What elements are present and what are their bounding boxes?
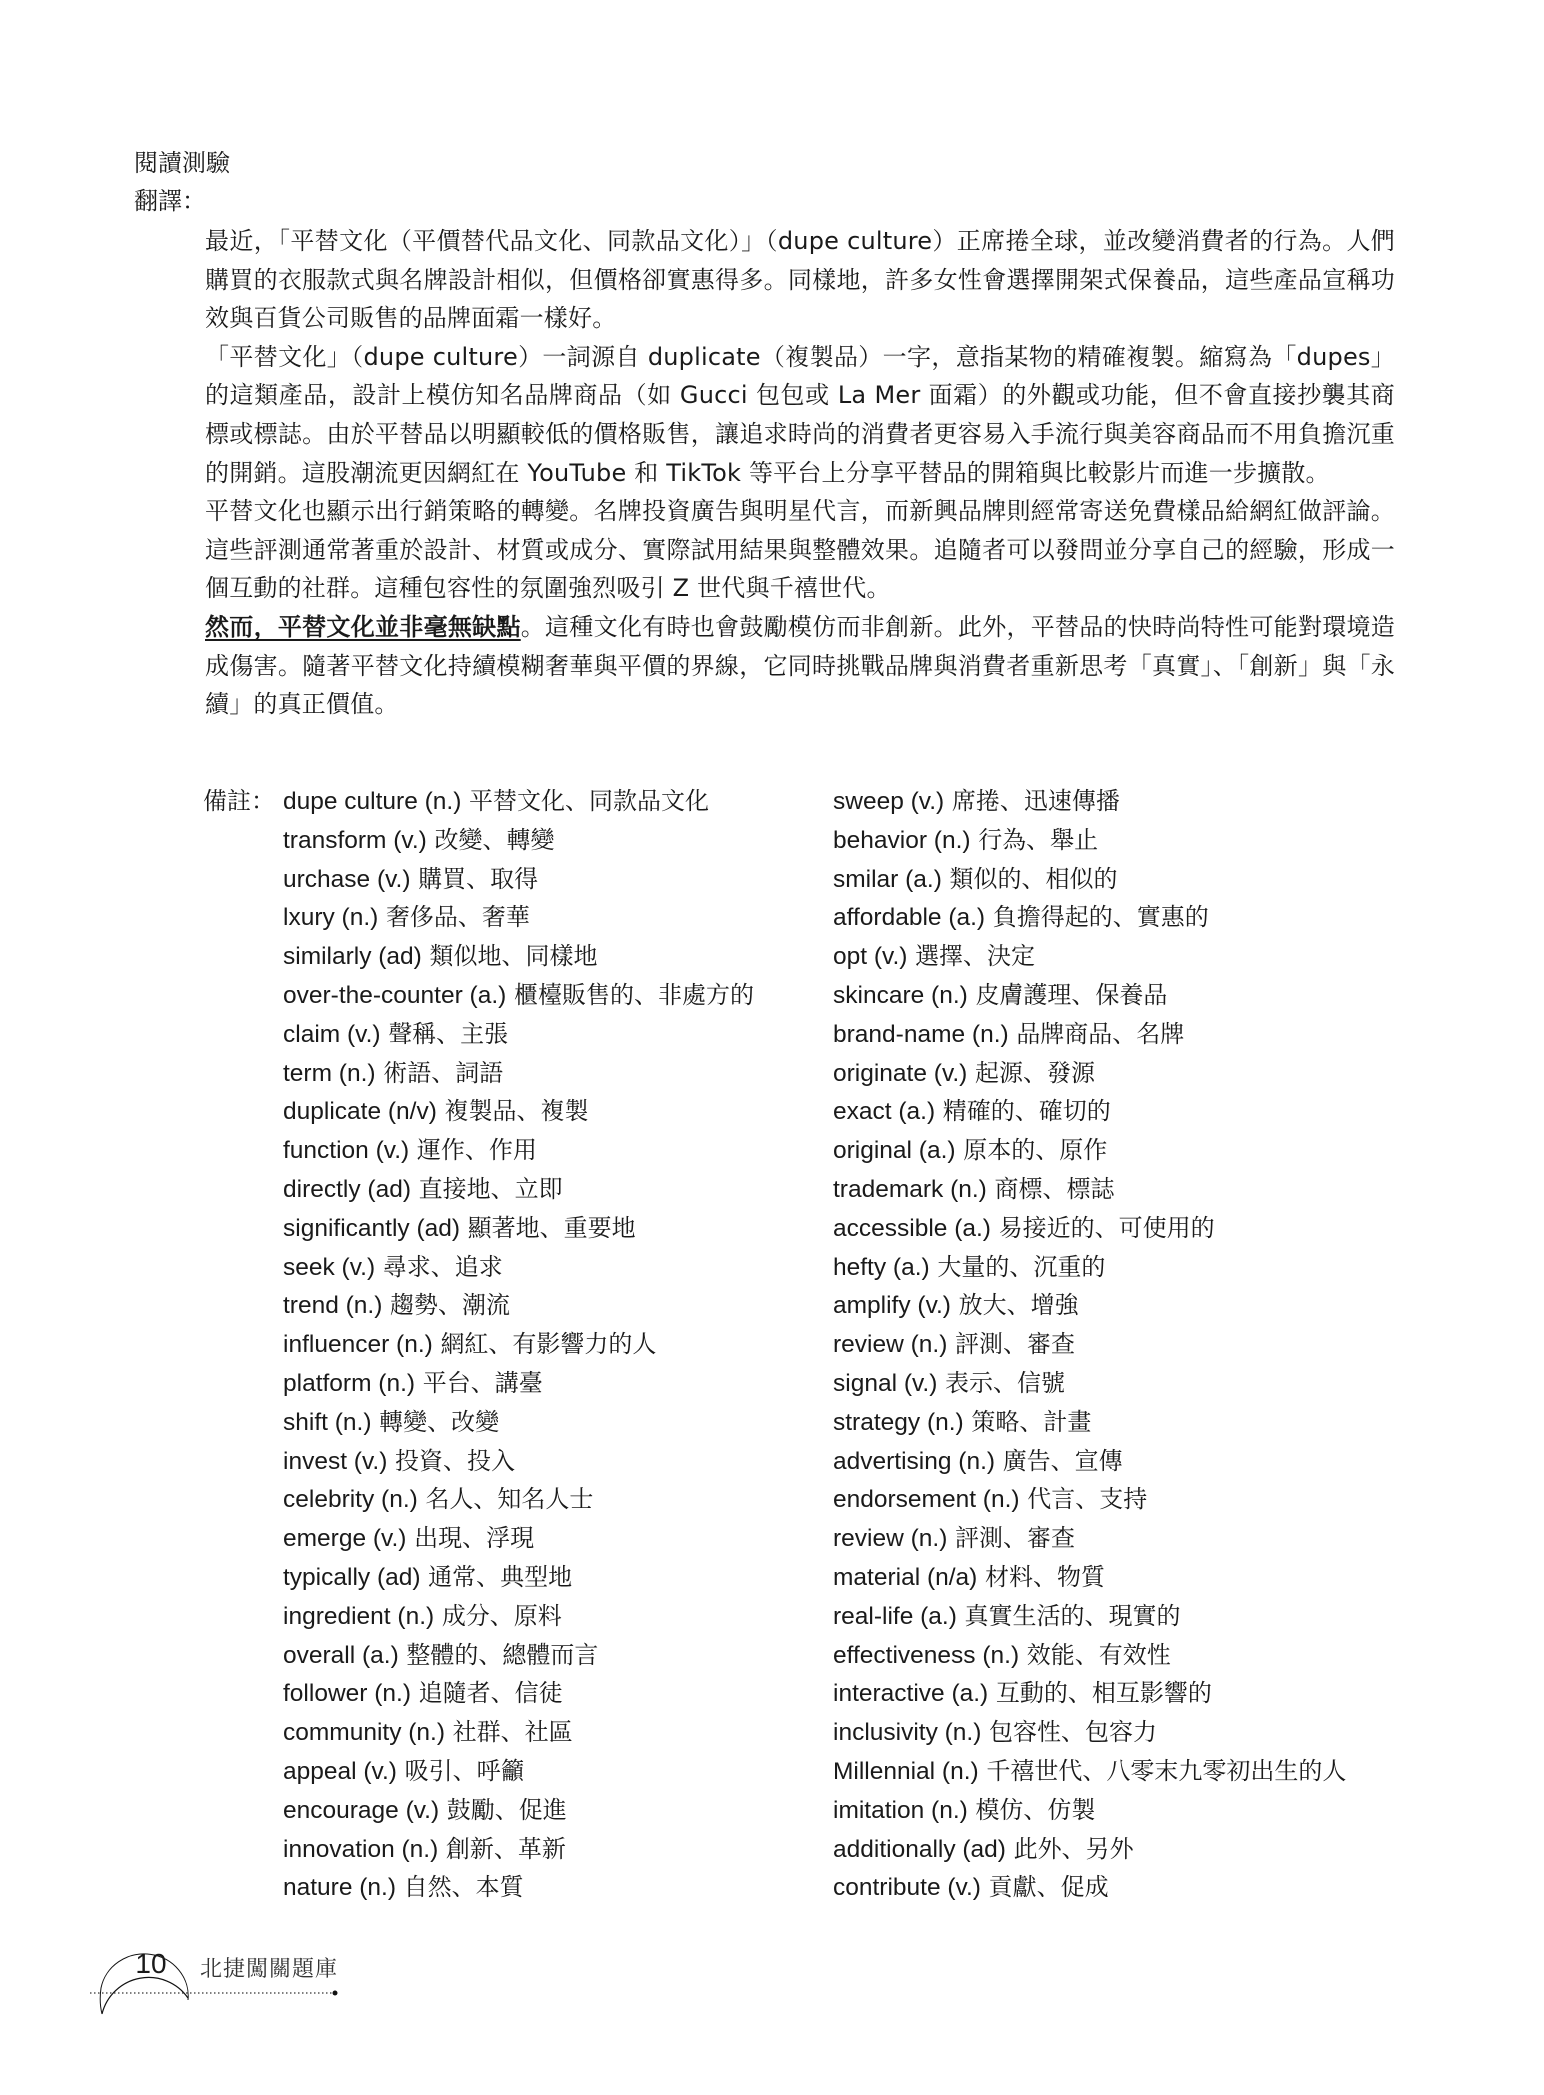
section-title: 閱讀測驗: [134, 149, 230, 177]
vocabulary-item: [283, 1364, 823, 1403]
vocabulary-word: invest (v.): [283, 1447, 388, 1475]
vocabulary-item: [833, 1248, 1403, 1287]
vocabulary-word: trademark (n.): [833, 1175, 987, 1203]
vocabulary-word: affordable (a.): [833, 904, 986, 932]
vocabulary-word: encourage (v.): [283, 1796, 440, 1824]
vocabulary-meaning: 負擔得起的、實惠的: [992, 903, 1209, 932]
vocabulary-meaning: 放大、增強: [958, 1291, 1079, 1320]
vocabulary-meaning: 易接近的、可使用的: [998, 1213, 1215, 1242]
vocabulary-meaning: 模仿、仿製: [975, 1795, 1096, 1824]
vocabulary-item: [833, 1170, 1403, 1209]
vocabulary-meaning: 效能、有效性: [1026, 1640, 1171, 1669]
vocabulary-item: [833, 1364, 1403, 1403]
vocabulary-meaning: 購買、取得: [418, 864, 539, 893]
vocabulary-meaning: 皮膚護理、保養品: [975, 980, 1168, 1009]
vocabulary-meaning: 直接地、立即: [418, 1174, 563, 1203]
vocabulary-item: [833, 937, 1403, 976]
vocabulary-meaning: 轉變、改變: [379, 1407, 500, 1436]
vocabulary-item: [283, 1092, 823, 1131]
vocabulary-word: ingredient (n.): [283, 1602, 435, 1630]
vocabulary-meaning: 運作、作用: [416, 1136, 537, 1165]
vocabulary-word: originate (v.): [833, 1059, 968, 1087]
vocabulary-item: [833, 1830, 1403, 1869]
emphasized-sentence: 然而，平替文化並非毫無缺點: [205, 612, 521, 641]
vocabulary-meaning: 策略、計畫: [971, 1407, 1092, 1436]
vocabulary-meaning: 千禧世代、八零末九零初出生的人: [986, 1756, 1347, 1785]
arc-decoration: [102, 1977, 188, 2014]
vocabulary-item: [283, 898, 823, 937]
vocabulary-item: [283, 1830, 823, 1869]
vocabulary-meaning: 櫃檯販售的、非處方的: [513, 980, 754, 1009]
vocabulary-item: [833, 1752, 1403, 1791]
vocabulary-meaning: 顯著地、重要地: [467, 1213, 636, 1242]
vocabulary-word: transform (v.): [283, 826, 427, 854]
vocabulary-word: interactive (a.): [833, 1680, 989, 1708]
notes-label: 備註：: [203, 787, 275, 815]
vocabulary-word: additionally (ad): [833, 1835, 1006, 1863]
vocabulary-meaning: 廣告、宣傳: [1002, 1446, 1123, 1475]
vocabulary-word: claim (v.): [283, 1020, 381, 1048]
vocabulary-item: [833, 782, 1403, 821]
vocabulary-word: accessible (a.): [833, 1214, 991, 1242]
vocabulary-meaning: 自然、本質: [403, 1873, 524, 1902]
vocabulary-word: community (n.): [283, 1719, 446, 1747]
vocabulary-meaning: 聲稱、主張: [388, 1019, 509, 1048]
vocabulary-item: [283, 782, 823, 821]
vocabulary-item: [833, 1015, 1403, 1054]
vocabulary-item: [283, 1597, 823, 1636]
vocabulary-word: emerge (v.): [283, 1525, 407, 1553]
vocabulary-item: [833, 1791, 1403, 1830]
vocabulary-meaning: 代言、支持: [1027, 1485, 1148, 1514]
vocabulary-meaning: 起源、發源: [974, 1058, 1095, 1087]
vocabulary-item: [283, 1248, 823, 1287]
vocabulary-meaning: 網紅、有影響力的人: [440, 1330, 657, 1359]
vocabulary-item: [833, 976, 1403, 1015]
vocabulary-meaning: 真實生活的、現實的: [964, 1601, 1181, 1630]
vocabulary-word: skincare (n.): [833, 981, 968, 1009]
vocabulary-meaning: 原本的、原作: [963, 1136, 1108, 1165]
vocabulary-item: [833, 1209, 1403, 1248]
vocabulary-word: real-life (a.): [833, 1602, 957, 1630]
vocabulary-meaning: 包容性、包容力: [989, 1718, 1158, 1747]
vocabulary-word: strategy (n.): [833, 1408, 964, 1436]
vocabulary-word: opt (v.): [833, 943, 908, 971]
vocabulary-meaning: 改變、轉變: [434, 825, 555, 854]
vocabulary-word: shift (n.): [283, 1408, 372, 1436]
vocabulary-item: [833, 1674, 1403, 1713]
vocabulary-item: [283, 1558, 823, 1597]
vocabulary-item: [283, 937, 823, 976]
vocabulary-item: [833, 1713, 1403, 1752]
vocabulary-word: brand-name (n.): [833, 1020, 1009, 1048]
vocabulary-item: [833, 1325, 1403, 1364]
vocabulary-meaning: 類似地、同樣地: [429, 942, 598, 971]
vocabulary-item: [283, 1752, 823, 1791]
vocabulary-column-right: [833, 782, 1403, 1907]
vocabulary-word: smilar (a.): [833, 865, 942, 893]
vocabulary-word: review (n.): [833, 1331, 948, 1359]
vocabulary-meaning: 互動的、相互影響的: [995, 1679, 1212, 1708]
vocabulary-meaning: 整體的、總體而言: [406, 1640, 599, 1669]
vocabulary-word: influencer (n.): [283, 1331, 433, 1359]
vocabulary-meaning: 通常、典型地: [428, 1562, 573, 1591]
vocabulary-meaning: 品牌商品、名牌: [1016, 1019, 1185, 1048]
vocabulary-item: [833, 1519, 1403, 1558]
paragraph-1: 最近，「平替文化（平價替代品文化、同款品文化）」（dupe culture）正席捲全球，並改變消費者的行為。人們購買的衣服款式與名牌設計相似，但價格卻實惠得多。同樣地，許多女性會選擇開架式保養品，這些產品宣稱功效與百貨公司販售的品牌面霜一樣好。: [205, 227, 1395, 333]
vocabulary-item: [283, 1480, 823, 1519]
page-number: 10: [135, 1948, 167, 1979]
vocabulary-meaning: 類似的、相似的: [949, 864, 1118, 893]
vocabulary-item: [283, 1442, 823, 1481]
paragraph-4-rest: 。這種文化有時也會鼓勵模仿而非創新。此外，平替品的快時尚特性可能對環境造成傷害。隨著平替文化持續模糊奢華與平價的界線，它同時挑戰品牌與消費者重新思考「真實」、「創新」與「永續」的真正價值。: [205, 612, 1395, 719]
vocabulary-item: [283, 1403, 823, 1442]
vocabulary-word: inclusivity (n.): [833, 1719, 982, 1747]
vocabulary-meaning: 材料、物質: [984, 1562, 1105, 1591]
vocabulary-meaning: 成分、原料: [441, 1601, 562, 1630]
paragraph-3: 平替文化也顯示出行銷策略的轉變。名牌投資廣告與明星代言，而新興品牌則經常寄送免費樣品給網紅做評論。這些評測通常著重於設計、材質或成分、實際試用結果與整體效果。追隨者可以發問並分享自己的經驗，形成一個互動的社群。這種包容性的氛圍強烈吸引 Z 世代與千禧世代。: [205, 497, 1395, 603]
vocabulary-meaning: 評測、審查: [955, 1524, 1075, 1553]
vocabulary-meaning: 貢獻、促成: [988, 1873, 1109, 1902]
vocabulary-word: trend (n.): [283, 1292, 383, 1320]
vocabulary-meaning: 大量的、沉重的: [937, 1252, 1106, 1281]
vocabulary-meaning: 平替文化、同款品文化: [469, 787, 710, 815]
vocabulary-meaning: 精確的、確切的: [942, 1097, 1111, 1126]
vocabulary-meaning: 出現、浮現: [414, 1524, 535, 1553]
vocabulary-item: [833, 821, 1403, 860]
vocabulary-word: lxury (n.): [283, 904, 379, 932]
translation-label: 翻譯：: [134, 187, 206, 215]
vocabulary-meaning: 名人、知名人士: [425, 1485, 594, 1514]
vocabulary-item: [833, 1286, 1403, 1325]
vocabulary-word: appeal (v.): [283, 1757, 397, 1785]
vocabulary-column-left: [283, 782, 823, 1907]
vocabulary-item: [283, 976, 823, 1015]
vocabulary-meaning: 創新、革新: [445, 1834, 566, 1863]
paragraph-4: [205, 608, 1395, 724]
vocabulary-word: hefty (a.): [833, 1253, 930, 1281]
vocabulary-meaning: 席捲、迅速傳播: [951, 787, 1120, 815]
vocabulary-word: duplicate (n/v): [283, 1098, 437, 1126]
vocabulary-word: celebrity (n.): [283, 1486, 418, 1514]
vocabulary-word: over-the-counter (a.): [283, 981, 507, 1009]
vocabulary-item: [283, 1519, 823, 1558]
vocabulary-item: [833, 1131, 1403, 1170]
vocabulary-item: [283, 1713, 823, 1752]
rule-end-dot: [333, 1991, 338, 1996]
vocabulary-word: endorsement (n.): [833, 1486, 1020, 1514]
vocabulary-item: [283, 1868, 823, 1907]
vocabulary-item: [833, 898, 1403, 937]
vocabulary-word: similarly (ad): [283, 943, 422, 971]
vocabulary-word: nature (n.): [283, 1874, 397, 1902]
vocabulary-item: [283, 821, 823, 860]
vocabulary-item: [283, 1170, 823, 1209]
vocabulary-word: material (n/a): [833, 1563, 978, 1591]
vocabulary-item: [833, 1092, 1403, 1131]
vocabulary-word: contribute (v.): [833, 1874, 981, 1902]
vocabulary-item: [283, 1286, 823, 1325]
translation-passage: [205, 222, 1395, 724]
vocabulary-word: significantly (ad): [283, 1214, 461, 1242]
vocabulary-word: dupe culture (n.): [283, 788, 462, 815]
vocabulary-word: imitation (n.): [833, 1796, 968, 1824]
vocabulary-item: [283, 1636, 823, 1675]
vocabulary-item: [283, 860, 823, 899]
paragraph-2: 「平替文化」（dupe culture）一詞源自 duplicate（複製品）一字，意指某物的精確複製。縮寫為「dupes」的這類產品，設計上模仿知名品牌商品（如 Gucci 包包或 La Mer 面霜）的外觀或功能，但不會直接抄襲其商標或標誌。由於平替品以明顯較低的價格販售，讓追求時尚的消費者更容易入手流行與美容商品而不用負擔沉重的開銷。這股潮流更因網紅在 YouTube 和 TikTok 等平台上分享平替品的開箱與比較影片而進一步擴散。: [205, 342, 1395, 487]
vocabulary-meaning: 評測、審查: [955, 1330, 1075, 1359]
vocabulary-meaning: 此外、另外: [1013, 1834, 1134, 1863]
vocabulary-item: [833, 1480, 1403, 1519]
vocabulary-word: term (n.): [283, 1059, 376, 1087]
vocabulary-word: follower (n.): [283, 1680, 411, 1708]
page-footer: [80, 1940, 400, 2040]
vocabulary-word: amplify (v.): [833, 1292, 951, 1320]
vocabulary-item: [283, 1054, 823, 1093]
vocabulary-word: directly (ad): [283, 1175, 411, 1203]
vocabulary-word: innovation (n.): [283, 1835, 439, 1863]
vocabulary-item: [283, 1209, 823, 1248]
vocabulary-meaning: 奢侈品、奢華: [385, 903, 530, 932]
vocabulary-item: [833, 1868, 1403, 1907]
vocabulary-item: [283, 1015, 823, 1054]
vocabulary-word: sweep (v.): [833, 788, 945, 815]
vocabulary-meaning: 鼓勵、促進: [446, 1795, 567, 1824]
vocabulary-word: platform (n.): [283, 1369, 416, 1397]
vocabulary-meaning: 追隨者、信徒: [418, 1679, 563, 1708]
vocabulary-word: urchase (v.): [283, 865, 411, 893]
vocabulary-word: function (v.): [283, 1137, 410, 1165]
vocabulary-item: [833, 1442, 1403, 1481]
vocabulary-word: original (a.): [833, 1137, 956, 1165]
vocabulary-meaning: 投資、投入: [395, 1446, 516, 1475]
vocabulary-word: overall (a.): [283, 1641, 399, 1669]
vocabulary-meaning: 社群、社區: [452, 1718, 573, 1747]
vocabulary-item: [833, 1403, 1403, 1442]
vocabulary-item: [283, 1325, 823, 1364]
vocabulary-word: behavior (n.): [833, 826, 971, 854]
vocabulary-meaning: 平台、講臺: [422, 1368, 543, 1397]
vocabulary-item: [833, 1597, 1403, 1636]
vocabulary-item: [833, 860, 1403, 899]
vocabulary-word: signal (v.): [833, 1369, 938, 1397]
vocabulary-item: [283, 1131, 823, 1170]
vocabulary-meaning: 趨勢、潮流: [390, 1291, 511, 1320]
vocabulary-word: Millennial (n.): [833, 1757, 979, 1785]
vocabulary-meaning: 複製品、複製: [444, 1097, 589, 1126]
vocabulary-word: seek (v.): [283, 1253, 376, 1281]
vocabulary-item: [833, 1636, 1403, 1675]
vocabulary-meaning: 行為、舉止: [978, 825, 1099, 854]
book-title: 北捷闖關題庫: [200, 1957, 339, 1982]
vocabulary-word: typically (ad): [283, 1563, 421, 1591]
vocabulary-meaning: 尋求、追求: [382, 1252, 503, 1281]
vocabulary-item: [833, 1558, 1403, 1597]
vocabulary-meaning: 表示、信號: [945, 1368, 1066, 1397]
vocabulary-meaning: 吸引、呼籲: [404, 1756, 525, 1785]
vocabulary-item: [283, 1791, 823, 1830]
vocabulary-word: exact (a.): [833, 1098, 936, 1126]
vocabulary-item: [283, 1674, 823, 1713]
vocabulary-word: effectiveness (n.): [833, 1641, 1020, 1669]
vocabulary-meaning: 商標、標誌: [994, 1174, 1115, 1203]
vocabulary-meaning: 術語、詞語: [383, 1058, 504, 1087]
vocabulary-item: [833, 1054, 1403, 1093]
vocabulary-word: advertising (n.): [833, 1447, 996, 1475]
vocabulary-word: review (n.): [833, 1525, 948, 1553]
vocabulary-meaning: 選擇、決定: [915, 942, 1036, 971]
